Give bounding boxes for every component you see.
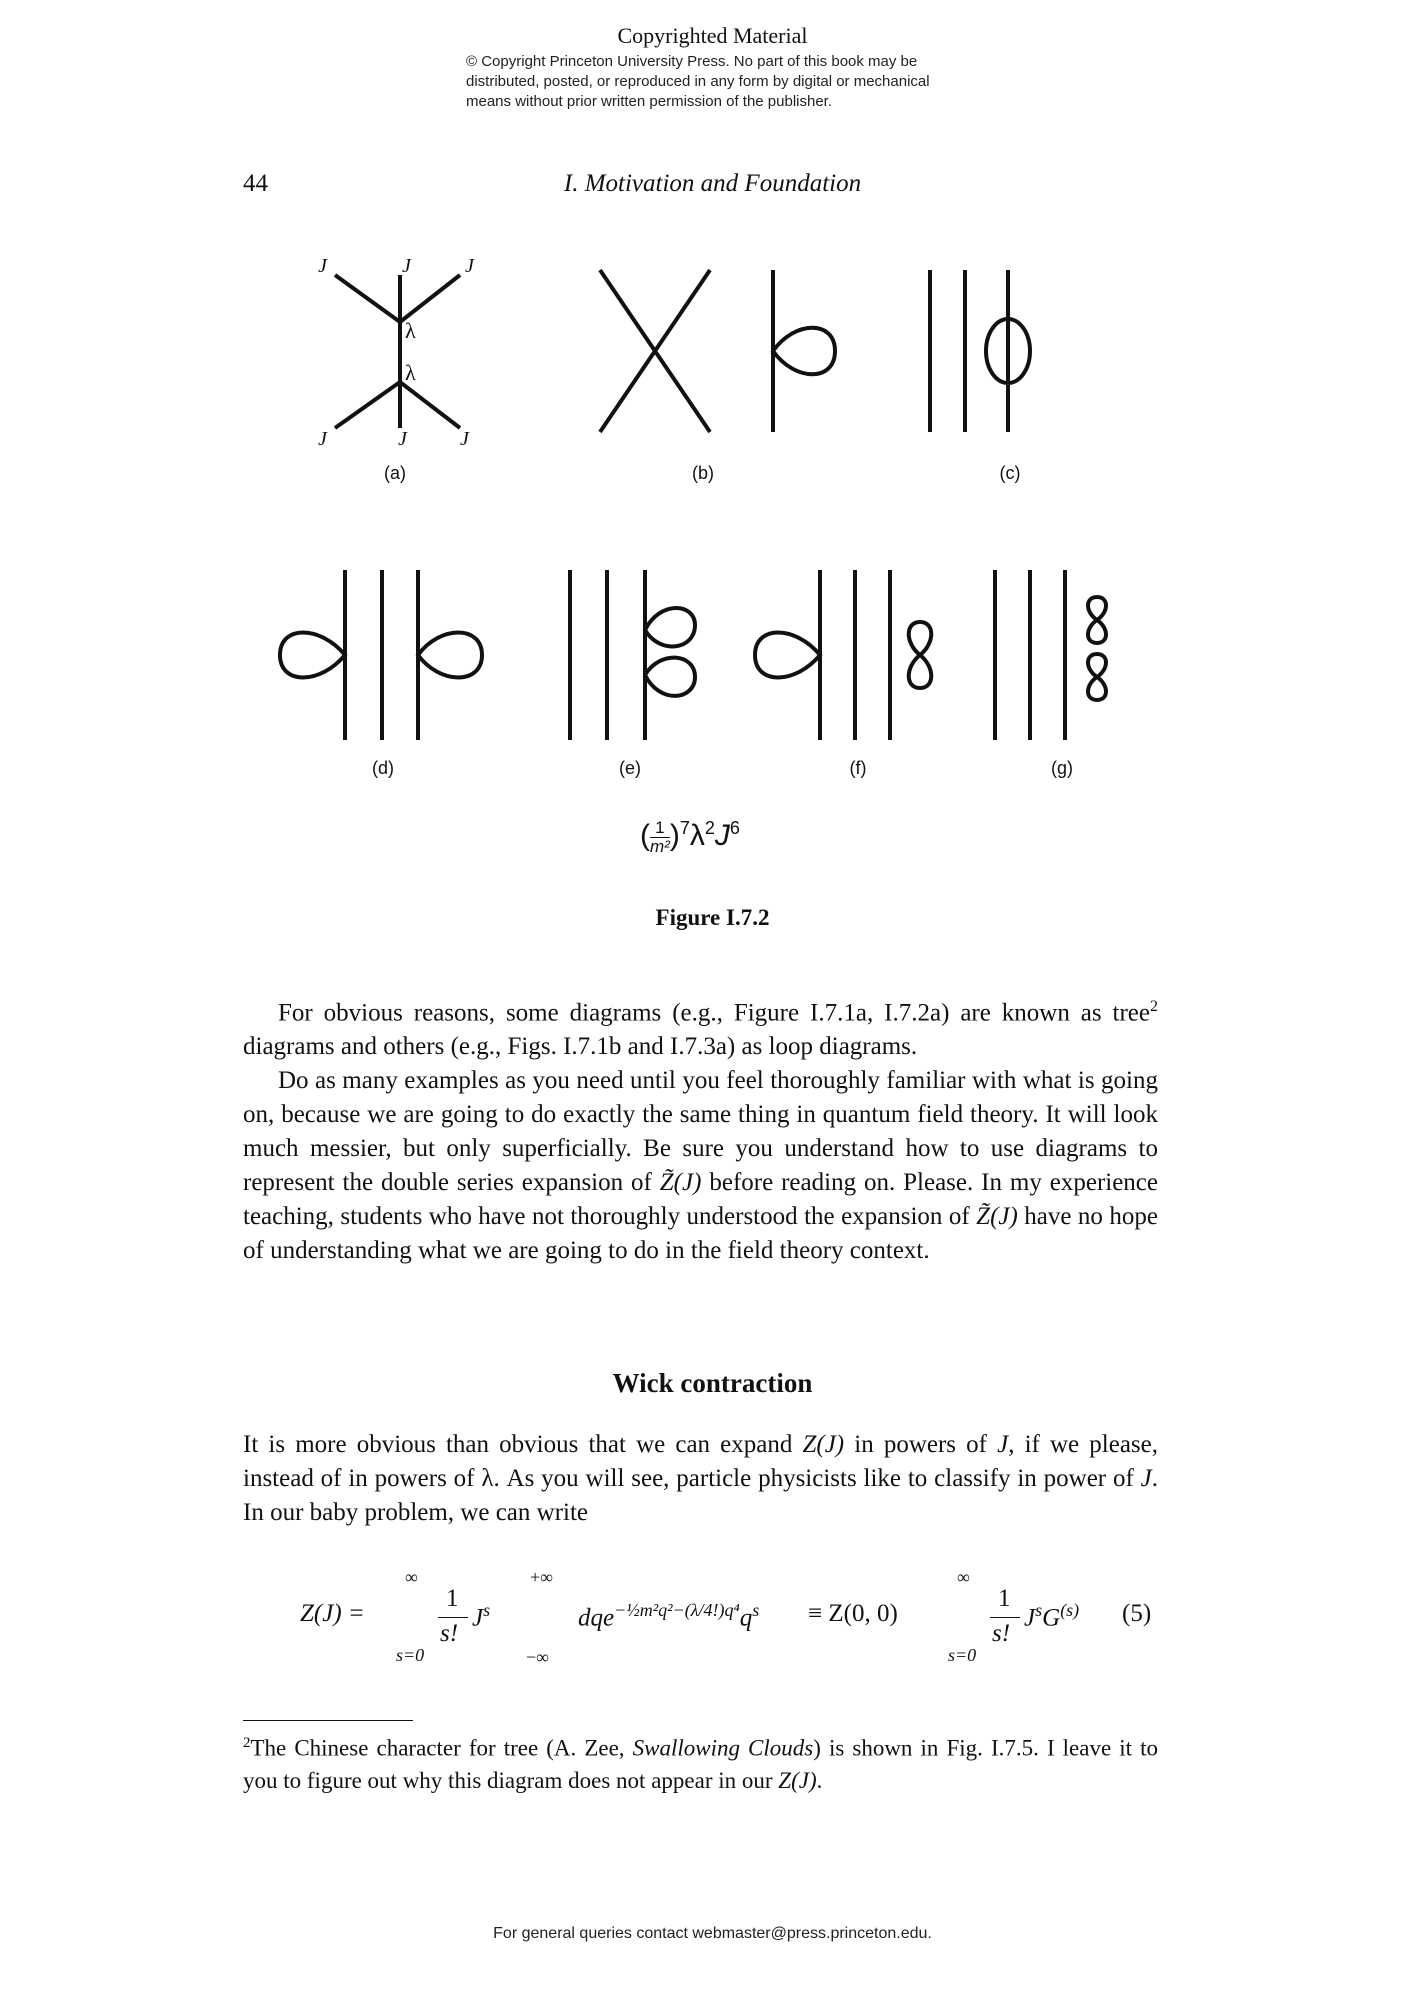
diagram-line	[400, 275, 460, 322]
copyright-lines	[466, 52, 1026, 112]
eq-frac-bar	[438, 1617, 468, 1618]
equation-5	[300, 1565, 1170, 1675]
figure-formula: ( $\frac{1}{\text{m²}}$ )$^7\lambda^2J^6$	[640, 817, 740, 856]
copyright-line: distributed, posted, or reproduced in any form by digital or mechanical	[466, 73, 930, 90]
sublabel-e: (e)	[619, 758, 641, 778]
eq-frac2-bar	[990, 1617, 1020, 1618]
diagram-b	[590, 265, 850, 440]
diagram-d	[270, 565, 500, 745]
footnote-mark: 2	[243, 1735, 251, 1751]
copyright-line: © Copyright Princeton University Press. No part of this book may be	[466, 53, 918, 70]
label-lambda: λ	[405, 318, 416, 343]
loop	[418, 633, 482, 678]
eq-sum-top: ∞	[405, 1567, 418, 1587]
eq-equiv: ≡ Z(0, 0)	[808, 1600, 898, 1627]
loop	[755, 633, 820, 678]
eq-int-top: +∞	[530, 1567, 553, 1587]
sublabel-g: (g)	[1051, 758, 1073, 778]
label-lambda: λ	[405, 360, 416, 385]
page-number: 44	[243, 170, 268, 197]
body-text	[243, 990, 1158, 1268]
footer: For general queries contact webmaster@press.princeton.edu.	[493, 1925, 932, 1942]
eq-frac2-den: s!	[992, 1620, 1011, 1647]
diagram-e	[545, 565, 715, 745]
paragraph: For obvious reasons, some diagrams (e.g., Figure I.7.1a, I.7.2a) are known as tree$^2$ diagrams and others (e.g., Figs. I.7.1b and I.7.3a) as loop diagrams.	[243, 998, 1158, 1061]
eq-sum2-top: ∞	[957, 1567, 970, 1587]
eq-integrand: $dqe^{-\frac{1}{2}m^2q^2-(\lambda/4!)q^4}q^s$	[578, 1600, 760, 1632]
loop	[773, 328, 835, 375]
label-J: J	[460, 428, 469, 450]
formula-fraction: $\frac{1}{\text{m²}}$	[650, 817, 670, 856]
loop	[280, 633, 345, 678]
paragraph: Do as many examples as you need until you feel thoroughly familiar with what is going on, because we are going to do exactly the same thing in quantum field theory. It will look much messier, but only superficially. Be sure you understand how to use diagrams to represent the double series expansion of Z̃(J) before reading on. Please. In my experience teaching, students who have not thoroughly understood the expansion of Z̃(J) have no hope of understanding what we are going to do in the field theory context.	[243, 1067, 1159, 1265]
running-head: I. Motivation and Foundation	[563, 170, 862, 197]
diagram-line	[335, 382, 400, 428]
label-J: J	[318, 428, 327, 450]
label-J: J	[398, 428, 407, 450]
label-J: J	[318, 255, 327, 277]
sublabel-a: (a)	[384, 463, 406, 483]
diagram-c	[905, 265, 1075, 440]
section-heading: Wick contraction	[612, 1368, 813, 1398]
diagram-line	[400, 382, 460, 428]
sublabel-f: (f)	[849, 758, 867, 778]
copyright-line: means without prior written permission of the publisher.	[466, 93, 833, 110]
eq-frac2-num: 1	[998, 1585, 1011, 1612]
figure-caption: Figure I.7.2	[655, 905, 770, 930]
eq-sum2-bottom: s=0	[948, 1645, 977, 1665]
eq-jsg: $J^sG^{(s)}$	[1024, 1600, 1080, 1632]
eq-number: (5)	[1122, 1600, 1152, 1627]
label-J: J	[465, 255, 474, 277]
diagram-line	[335, 275, 400, 322]
section-text	[243, 1428, 1158, 1530]
sublabel-b: (b)	[692, 463, 714, 483]
copyright-title: Copyrighted Material	[617, 23, 808, 48]
diagram-f	[750, 565, 950, 745]
loop	[645, 608, 695, 646]
diagram-g	[980, 565, 1130, 745]
footnote-rule	[243, 1720, 413, 1721]
eq-js: $J^s$	[472, 1600, 491, 1632]
eq-int-bottom: −∞	[526, 1647, 549, 1667]
label-J: J	[402, 255, 411, 277]
eq-sum-bottom: s=0	[396, 1645, 425, 1665]
sublabel-d: (d)	[372, 758, 394, 778]
eq-lhs: Z(J) =	[300, 1600, 365, 1627]
diagram-a	[300, 250, 500, 450]
copyright-notice	[0, 22, 1425, 110]
figure-eight	[1088, 654, 1106, 700]
eq-frac-den: s!	[440, 1620, 459, 1647]
figure-eight	[1088, 597, 1106, 643]
eq-frac-num: 1	[446, 1585, 459, 1612]
figure-eight	[909, 622, 932, 688]
paragraph: It is more obvious than obvious that we can expand Z(J) in powers of J, if we please, instead of in powers of λ. As you will see, particle physicists like to classify in power of J. In our baby problem, we can write	[243, 1431, 1158, 1526]
loop	[645, 658, 695, 696]
sublabel-c: (c)	[999, 463, 1021, 483]
footnote: $^2$The Chinese character for tree (A. Zee, Swallowing Clouds) is shown in Fig. I.7.5. I leave it to you to figure out why this diagram does not appear in our Z(J).	[243, 1735, 1158, 1793]
